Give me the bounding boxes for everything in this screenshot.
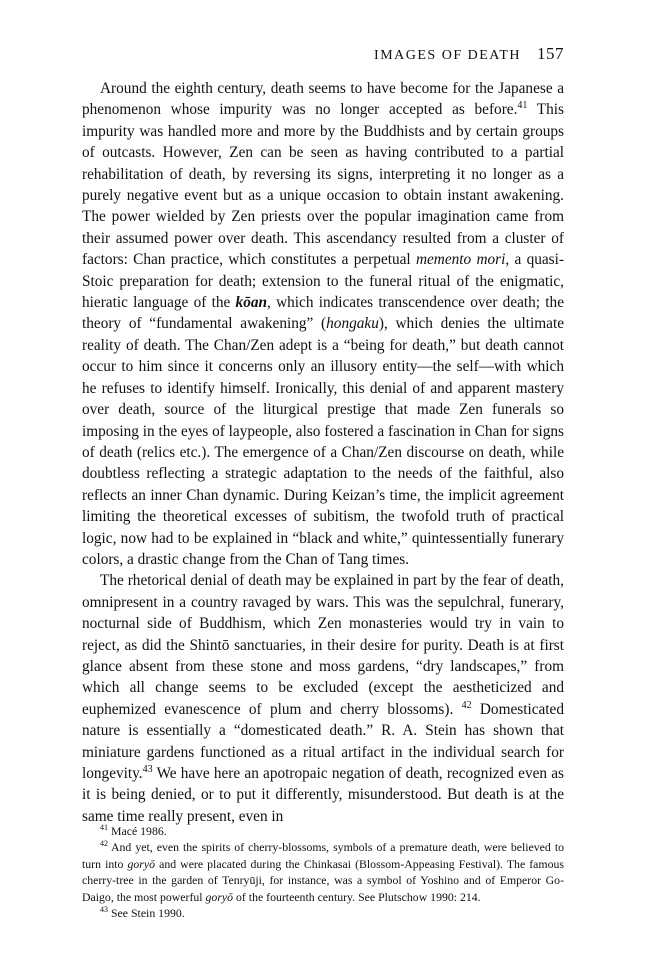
text-run: ), which denies the ultimate reality of death. The Chan/Zen adept is a “being for death,” but death cannot occur to him since it concerns only an illusory entity—the self—with which he refuses to identify himself. Ironically, this denial of and apparent mastery over death, source of the liturgical prestige that made Zen funerals so imposing in the eyes of laypeople, also fostered a fascination in Chan for signs of death (relics etc.). The emergence of a Chan/Zen discourse on death, while doubtless reflecting a strategic adaptation to the needs of the faithful, also reflects an inner Chan dynamic. During Keizan’s time, the implicit agreement limiting the theoretical excesses of subitism, the twofold truth of practical logic, now had to be explained in “black and white,” quintessentially funerary colors, a drastic change from the Chan of Tang times. xyxy=(82,315,564,568)
italic-term: memento mori xyxy=(415,251,506,269)
footnote-text: And yet, even the spirits of cherry-blossoms, symbols of a premature death, were believed to turn into xyxy=(82,840,564,871)
footnote-43 xyxy=(82,905,564,921)
text-run: , a quasi-Stoic preparation for death; extension to the funeral ritual of the enigmatic, hieratic language of the xyxy=(82,251,564,312)
footnote-number: 41 xyxy=(100,823,108,833)
footnote-41 xyxy=(82,823,564,839)
paragraph xyxy=(82,78,564,570)
footnote-ref-42: 42 xyxy=(461,699,472,711)
footnote-number: 42 xyxy=(100,839,108,849)
text-run: The rhetorical denial of death may be explained in part by the fear of death, omnipresent in a country ravaged by wars. This was the sepulchral, funerary, nocturnal side of Buddhism, which Zen monasteries would try in vain to reject, as did the Shintō sanctuaries, in their desire for purity. Death is at first glance absent from these stone and moss gardens, “dry landscapes,” from which all change seems to be excluded (except the aestheticized and euphemized evanescence of plum and cherry blossoms). xyxy=(82,572,564,718)
running-title: IMAGES OF DEATH xyxy=(374,48,521,63)
paragraph xyxy=(82,570,564,827)
italic-term: kōan xyxy=(235,294,267,312)
footnote-text: Macé 1986. xyxy=(111,824,167,838)
italic-term: goryō xyxy=(127,856,156,871)
footnote-ref-43: 43 xyxy=(142,763,153,775)
text-run: , which indicates transcendence over death; the theory of “fundamental awakening” ( xyxy=(82,294,564,333)
text-run: Domesticated nature is essentially a “domesticated death.” R. A. Stein has shown that miniature gardens functioned as a ritual artifact in the individual search for longevity. xyxy=(82,700,564,782)
italic-term: hongaku xyxy=(326,315,379,333)
footnote-text: See Stein 1990. xyxy=(111,906,185,921)
italic-term: goryō xyxy=(205,889,234,904)
footnote-ref-41: 41 xyxy=(517,100,528,112)
footnotes xyxy=(82,823,564,921)
body-text xyxy=(82,78,564,827)
footnote-42 xyxy=(82,839,564,905)
text-run: We have here an apotropaic negation of death, recognized even as it is being denied, or to put it differently, misunderstood. But death is at the same time really present, even in xyxy=(82,765,564,825)
text-run: This impurity was handled more and more by the Buddhists and by certain groups of outcasts. However, Zen can be seen as having contributed to a partial rehabilitation of death, by reversing its signs, interpreting it no longer as a purely negative event but as a unique occasion to obtain instant awakening. The power wielded by Zen priests over the popular imagination came from their assumed power over death. This ascendancy resulted from a cluster of factors: Chan practice, which constitutes a perpetual xyxy=(82,101,564,269)
footnote-number: 43 xyxy=(100,905,108,915)
footnote-text: and were placated during the Chinkasai (Blossom-Appeasing Festival). The famous cherry-tree in the garden of Tenryūji, for instance, was a symbol of Yoshino and of Emperor Go-Daigo, the most powerful xyxy=(82,856,564,904)
page-number: 157 xyxy=(537,44,564,63)
running-head xyxy=(82,44,564,64)
text-run: Around the eighth century, death seems to have become for the Japanese a phenomenon whose impurity was no longer accepted as before. xyxy=(82,80,564,119)
footnote-text: of the fourteenth century. See Plutschow 1990: 214. xyxy=(233,889,481,904)
